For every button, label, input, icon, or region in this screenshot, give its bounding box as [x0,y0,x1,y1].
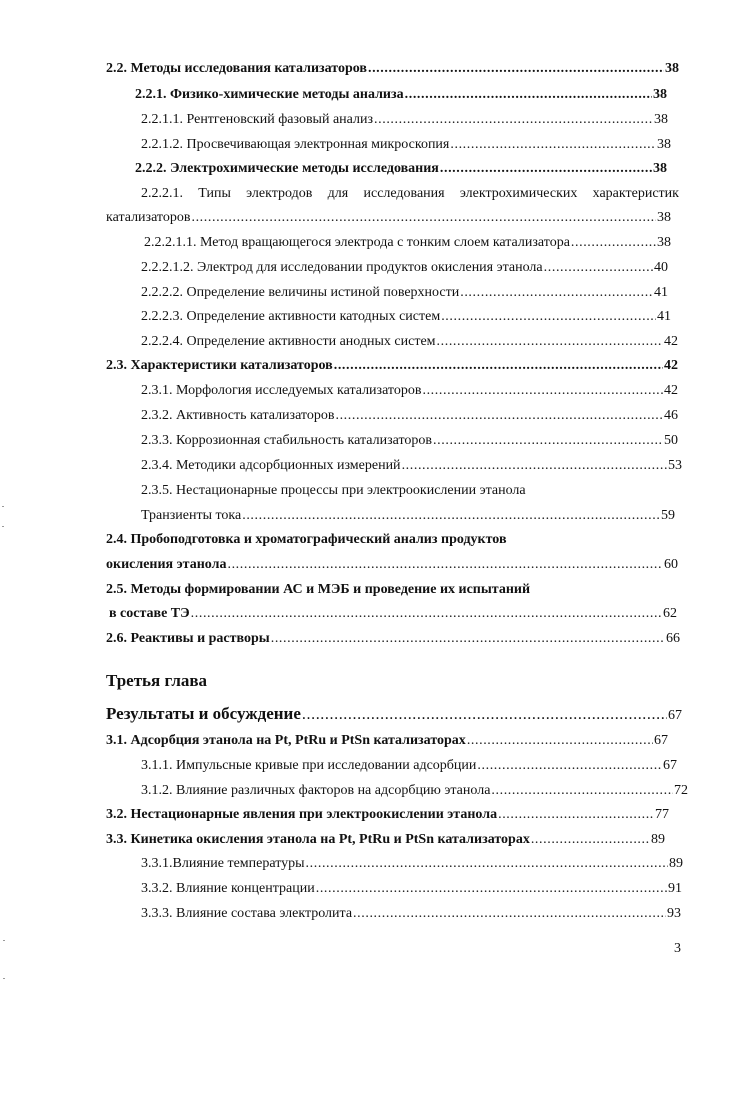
toc-entry-title: 2.3.4. Методики адсорбционных измерений [141,458,401,473]
toc-page-number: 93 [667,906,681,921]
dot-leader [437,333,663,351]
toc-entry-title: 3.1.2. Влияние различных факторов на адсорбцию этанола [141,783,491,798]
page-number: 3 [674,941,681,956]
toc-entry-3-2[interactable] [106,806,669,824]
toc-entry-title: 2.3. Характеристики катализаторов [106,358,333,373]
toc-entry-2-2-2-3[interactable] [141,308,671,326]
toc-page-number: 38 [653,87,667,102]
dot-leader [334,357,663,375]
toc-page-number: 38 [665,61,679,76]
toc-entry-title: 2.2.2. Электрохимические методы исследования [135,161,439,176]
dot-leader [467,732,653,750]
toc-page-number: 42 [664,383,678,398]
dot-leader [441,308,656,326]
dot-leader [477,757,662,775]
dot-leader [460,284,653,302]
toc-entry-2-5-line2[interactable] [109,605,677,623]
dot-leader [368,60,664,78]
dot-leader [191,209,656,227]
toc-entry-title: 2.3.5. Нестационарные процессы при электроокислении этанола [141,483,526,498]
toc-entry-2-2-1-2[interactable] [141,136,671,154]
toc-entry-3-1[interactable] [106,732,668,750]
toc-entry-title: 3.1.1. Импульсные кривые при исследовании адсорбции [141,758,477,773]
toc-entry-2-6[interactable] [106,630,680,648]
toc-word: исследования [363,186,445,201]
toc-entry-2-3[interactable] [106,357,678,375]
toc-entry-title: 2.2.1. Физико-химические методы анализа [135,87,404,102]
toc-entry-title: 3.1. Адсорбция этанола на Pt, PtRu и PtSn катализаторах [106,733,466,748]
toc-entry-2-2-2-1-2[interactable] [141,259,668,277]
dot-leader [227,556,663,574]
dot-leader [316,880,667,898]
scan-speck [3,940,5,941]
dot-leader [374,111,653,129]
scan-speck [3,978,5,979]
dot-leader [405,86,652,104]
dot-leader [440,160,652,178]
toc-page-number: 38 [654,112,668,127]
toc-entry-title: 2.2.1.2. Просвечивающая электронная микроскопия [141,137,450,152]
toc-entry-2-2-2-2[interactable] [141,284,668,302]
toc-page-number: 89 [651,832,665,847]
toc-page-number: 59 [661,508,675,523]
toc-entry-title: 2.2.2.2. Определение величины истиной поверхности [141,285,460,300]
toc-entry-title: Транзиенты тока [141,508,242,523]
dot-leader [498,806,654,824]
toc-page-number: 66 [666,631,680,646]
dot-leader [335,407,663,425]
toc-page-number: 38 [657,235,671,250]
dot-leader [402,457,667,475]
toc-word: Типы [198,186,231,201]
toc-page-number: 89 [669,856,683,871]
dot-leader [531,831,650,849]
dot-leader [571,234,656,252]
toc-page-number: 67 [654,733,668,748]
toc-entry-title: 2.2. Методы исследования катализаторов [106,61,367,76]
toc-entry-title: в составе ТЭ [109,606,190,621]
toc-entry-2-2-2-1-line2[interactable] [106,209,671,227]
toc-entry-title: катализаторов [106,210,191,225]
toc-entry-2-2-2[interactable] [135,160,667,178]
toc-entry-title: 2.4. Пробоподготовка и хроматографический анализ продуктов [106,532,507,547]
dot-leader [353,905,666,923]
dot-leader [544,259,653,277]
dot-leader [242,507,660,525]
toc-page-number: 38 [653,161,667,176]
toc-entry-3-3-3[interactable] [141,905,681,923]
toc-entry-title: 2.2.2.3. Определение активности катодных систем [141,309,441,324]
toc-entry-3-3[interactable] [106,831,665,849]
dot-leader [302,705,667,725]
toc-entry-3-1-1[interactable] [141,757,677,775]
toc-entry-title: Результаты и обсуждение [106,704,301,723]
toc-page-number: 46 [664,408,678,423]
toc-entry-title: 2.3.1. Морфология исследуемых катализаторов [141,383,422,398]
toc-entry-title: 2.6. Реактивы и растворы [106,631,270,646]
toc-entry-title: 2.2.2.1.1. Метод вращающегося электрода с тонким слоем катализатора [144,235,570,250]
toc-page-number: 62 [663,606,677,621]
toc-entry-2-3-5-line1[interactable] [141,482,526,500]
toc-word: характеристик [592,186,679,201]
toc-entry-3-1-2[interactable] [141,782,688,800]
toc-entry-title: 3.3.1.Влияние температуры [141,856,305,871]
toc-entry-2-4-line1[interactable] [106,531,507,549]
toc-word: для [327,186,349,201]
toc-page-number: 40 [654,260,668,275]
dot-leader [271,630,665,648]
toc-page-number: 91 [668,881,682,896]
toc-entry-title: окисления этанола [106,557,227,572]
toc-page-number: 67 [668,708,682,723]
toc-entry-title: 2.2.1.1. Рентгеновский фазовый анализ [141,112,374,127]
toc-entry-2-3-3[interactable] [141,432,678,450]
toc-page-number: 42 [664,358,678,373]
toc-entry-title: 2.3.3. Коррозионная стабильность катализаторов [141,433,433,448]
toc-entry-title: 3.2. Нестационарные явления при электроокислении этанола [106,807,498,822]
dot-leader [191,605,662,623]
toc-entry-title: 3.3.3. Влияние состава электролита [141,906,353,921]
toc-word: электрохимических [459,186,578,201]
scan-speck [2,506,4,507]
toc-entry-title: 2.2.2.1.2. Электрод для исследовании продуктов окисления этанола [141,260,543,275]
toc-entry-2-2-2-1-1[interactable] [144,234,671,252]
toc-page-number: 38 [657,210,671,225]
toc-entry-2-2-1[interactable] [135,86,667,104]
toc-page-number: 42 [664,334,678,349]
scan-speck [2,526,4,527]
toc-entry-title: 2.5. Методы формировании АС и МЭБ и проведение их испытаний [106,582,531,597]
toc-page-number: 50 [664,433,678,448]
toc-page-number: 67 [663,758,677,773]
dot-leader [422,382,663,400]
toc-entry-2-2[interactable] [106,60,679,78]
toc-entry-title: 3.3. Кинетика окисления этанола на Pt, PtRu и PtSn катализаторах [106,832,530,847]
toc-entry-title: 3.3.2. Влияние концентрации [141,881,315,896]
toc-page-number: 72 [674,783,688,798]
toc-entry-results[interactable] [106,704,682,726]
toc-entry-3-3-1[interactable] [141,855,683,873]
chapter-title: Третья глава [106,671,208,690]
toc-entry-2-3-4[interactable] [141,457,682,475]
toc-entry-2-2-1-1[interactable] [141,111,668,129]
toc-entry-title: 2.3.2. Активность катализаторов [141,408,335,423]
toc-entry-2-5-line1[interactable] [106,581,530,599]
dot-leader [433,432,663,450]
toc-page-number: 38 [657,137,671,152]
toc-entry-3-3-2[interactable] [141,880,682,898]
toc-entry-2-2-2-4[interactable] [141,333,678,351]
toc-page-number: 60 [664,557,678,572]
toc-page-number: 41 [654,285,668,300]
toc-page-number: 41 [657,309,671,324]
toc-word: электродов [246,186,313,201]
toc-entry-2-3-2[interactable] [141,407,678,425]
toc-entry-2-3-5-line2[interactable] [141,507,675,525]
toc-entry-2-4-line2[interactable] [106,556,678,574]
toc-entry-title: 2.2.2.4. Определение активности анодных систем [141,334,436,349]
dot-leader [491,782,673,800]
dot-leader [306,855,668,873]
toc-entry-2-2-2-1-line1[interactable] [141,185,679,203]
toc-page-number: 53 [668,458,682,473]
toc-word: 2.2.2.1. [141,186,183,201]
toc-entry-2-3-1[interactable] [141,382,678,400]
toc-page-number: 77 [655,807,669,822]
dot-leader [450,136,656,154]
